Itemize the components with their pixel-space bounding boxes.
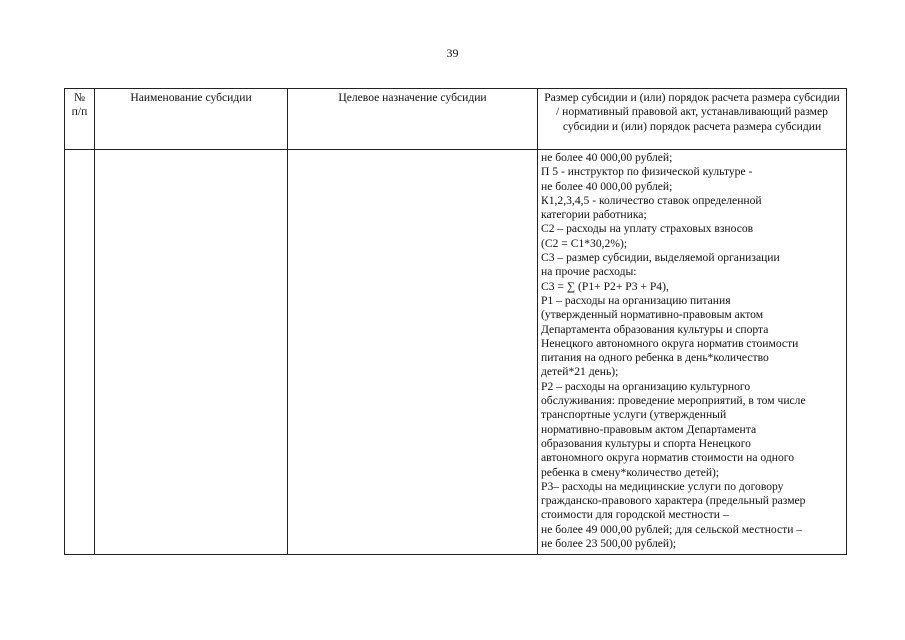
size-order-line: нормативно-правовым актом Департамента [541,422,757,436]
size-order-line: гражданско-правового характера (предельный размер [541,494,806,508]
size-order-line: автономного округа норматив стоимости на одного [541,451,795,465]
size-order-line: Р3– расходы на медицинские услуги по договору [541,479,784,493]
size-order-line: на прочие расходы: [541,265,637,279]
size-order-line: (утвержденный нормативно-правовым актом [541,308,764,322]
size-order-line: С2 – расходы на уплату страховых взносов [541,222,754,236]
table-header-row [65,89,847,150]
size-order-text [541,151,844,551]
size-order-line: детей*21 день); [541,365,619,379]
page-number: 39 [446,46,459,60]
size-order-line: С3 = ∑ (Р1+ Р2+ Р3 + Р4), [541,279,669,293]
cell-subsidy-name [95,150,288,555]
size-order-line: питания на одного ребенка в день*количество [541,351,769,365]
size-order-line: не более 40 000,00 рублей; [541,179,673,193]
size-order-line: стоимости для городской местности – [541,508,729,522]
size-order-line: (С2 = С1*30,2%); [541,236,628,250]
header-purpose [288,89,538,150]
header-subsidy-name-text: Наименование субсидии [130,91,252,104]
size-order-line: не более 40 000,00 рублей; [541,151,673,164]
size-order-line: обслуживания: проведение мероприятий, в том числе [541,394,806,408]
header-size-order [538,89,847,150]
header-purpose-text: Целевое назначение субсидии [338,91,487,104]
size-order-line: образования культуры и спорта Ненецкого [541,436,751,450]
size-order-line: Р2 – расходы на организацию культурного [541,379,751,393]
size-order-line: Ненецкого автономного округа норматив стоимости [541,336,799,350]
subsidy-table [64,88,847,555]
size-order-line: Департамента образования культуры и спорта [541,322,769,336]
table-row [65,150,847,555]
size-order-line: П 5 - инструктор по физической культуре - [541,165,753,179]
size-order-line: С3 – размер субсидии, выделяемой организации [541,251,780,265]
header-number-text: № п/п [71,91,88,119]
size-order-line: Р1 – расходы на организацию питания [541,293,731,307]
cell-number [65,150,95,555]
header-number [65,89,95,150]
size-order-line: ребенка в смену*количество детей); [541,465,720,479]
cell-purpose [288,150,538,555]
size-order-line: не более 49 000,00 рублей; для сельской местности – [541,522,803,536]
size-order-line: транспортные услуги (утвержденный [541,408,727,422]
size-order-line: не более 23 500,00 рублей); [541,537,677,551]
header-subsidy-name [95,89,288,150]
size-order-line: категории работника; [541,208,647,222]
cell-size-order [538,150,847,555]
size-order-line: К1,2,3,4,5 - количество ставок определенной [541,193,762,207]
header-size-order-text: Размер субсидии и (или) порядок расчета размера субсидии / нормативный правовой акт, устанавливающий размер субсидии и (или) порядок расчета размера субсидии [544,91,840,133]
